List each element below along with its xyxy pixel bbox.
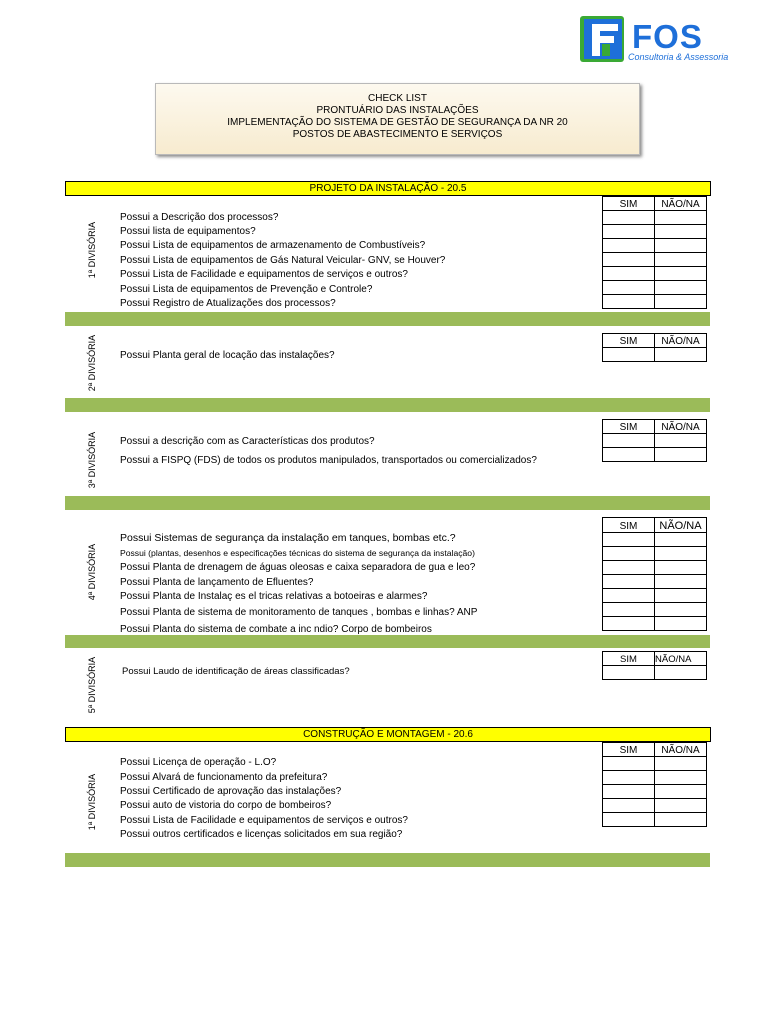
divider-bar xyxy=(65,853,710,867)
question: Possui auto de vistoria do corpo de bombeiros? xyxy=(120,800,332,811)
divisoria-1-label: 1ª DIVISÓRIA xyxy=(87,773,97,831)
sim-header: SIM xyxy=(603,197,655,211)
sim-cell[interactable] xyxy=(603,348,655,362)
question: Possui a FISPQ (FDS) de todos os produtos manipulados, transportados ou comercializados? xyxy=(120,455,537,466)
question: Possui a descrição com as Características dos produtos? xyxy=(120,436,375,447)
question: Possui lista de equipamentos? xyxy=(120,226,256,237)
nao-header: NÃO/NA xyxy=(655,197,707,211)
nao-cell[interactable] xyxy=(655,211,707,225)
sim-cell[interactable] xyxy=(603,267,655,281)
question: Possui Lista de Facilidade e equipamentos de serviços e outros? xyxy=(120,269,408,280)
nao-header: NÃO/NA xyxy=(655,652,707,666)
nao-cell[interactable] xyxy=(655,666,707,680)
sim-cell[interactable] xyxy=(603,448,655,462)
sim-cell[interactable] xyxy=(603,225,655,239)
nao-cell[interactable] xyxy=(655,267,707,281)
sim-cell[interactable] xyxy=(603,434,655,448)
nao-cell[interactable] xyxy=(655,603,707,617)
nao-cell[interactable] xyxy=(655,575,707,589)
sim-cell[interactable] xyxy=(603,211,655,225)
divider-bar xyxy=(65,496,710,510)
section-title-projeto: PROJETO DA INSTALAÇÃO - 20.5 xyxy=(65,181,711,196)
fos-logo-mark-icon xyxy=(578,14,630,66)
sim-cell[interactable] xyxy=(603,281,655,295)
nao-cell[interactable] xyxy=(655,225,707,239)
question: Possui Planta de Instalaç es el tricas relativas a botoeiras e alarmes? xyxy=(120,591,428,602)
sim-cell[interactable] xyxy=(603,617,655,631)
question: Possui Lista de equipamentos de armazenamento de Combustíveis? xyxy=(120,240,426,251)
answer-table-div1 xyxy=(602,196,707,309)
divisoria-4-label: 4ª DIVISÓRIA xyxy=(87,543,97,601)
nao-cell[interactable] xyxy=(655,295,707,309)
section-title-construcao: CONSTRUÇÃO E MONTAGEM - 20.6 xyxy=(65,727,711,742)
sim-cell[interactable] xyxy=(603,253,655,267)
answer-table-div2 xyxy=(602,333,707,362)
sim-cell[interactable] xyxy=(603,666,655,680)
question: Possui Lista de equipamentos de Prevenção e Controle? xyxy=(120,284,373,295)
nao-cell[interactable] xyxy=(655,757,707,771)
divider-bar xyxy=(65,312,710,326)
sim-cell[interactable] xyxy=(603,533,655,547)
sim-cell[interactable] xyxy=(603,295,655,309)
nao-cell[interactable] xyxy=(655,589,707,603)
question: Possui outros certificados e licenças solicitados em sua região? xyxy=(120,829,403,840)
question: Possui Planta de drenagem de águas oleosas e caixa separadora de gua e leo? xyxy=(120,562,476,573)
question: Possui Planta geral de locação das instalações? xyxy=(120,350,335,361)
sim-cell[interactable] xyxy=(603,757,655,771)
question: Possui (plantas, desenhos e especificações técnicas do sistema de segurança da instalação) xyxy=(120,548,475,558)
question: Possui Registro de Atualizações dos processos? xyxy=(120,298,336,309)
question: Possui Laudo de identificação de áreas classificadas? xyxy=(122,666,350,677)
nao-cell[interactable] xyxy=(655,348,707,362)
sim-cell[interactable] xyxy=(603,813,655,827)
question: Possui Planta do sistema de combate a inc ndio? Corpo de bombeiros xyxy=(120,624,432,635)
nao-cell[interactable] xyxy=(655,448,707,462)
question: Possui Lista de equipamentos de Gás Natural Veicular- GNV, se Houver? xyxy=(120,255,446,266)
divisoria-2-label: 2ª DIVISÓRIA xyxy=(87,334,97,392)
question: Possui Planta de sistema de monitoramento de tanques , bombas e linhas? ANP xyxy=(120,607,478,618)
nao-header: NÃO/NA xyxy=(655,743,707,757)
sim-header: SIM xyxy=(603,743,655,757)
answer-table-div4 xyxy=(602,517,707,631)
nao-cell[interactable] xyxy=(655,533,707,547)
sim-cell[interactable] xyxy=(603,771,655,785)
sim-header: SIM xyxy=(603,420,655,434)
header-line-1: CHECK LIST xyxy=(368,93,427,104)
question: Possui Licença de operação - L.O? xyxy=(120,757,277,768)
sim-cell[interactable] xyxy=(603,575,655,589)
answer-table-div3 xyxy=(602,419,707,462)
answer-table-construcao xyxy=(602,742,707,827)
nao-cell[interactable] xyxy=(655,813,707,827)
fos-logo xyxy=(578,14,748,66)
nao-cell[interactable] xyxy=(655,561,707,575)
nao-header: NÃO/NA xyxy=(655,420,707,434)
divisoria-5-label: 5ª DIVISÓRIA xyxy=(87,656,97,714)
divisoria-1-label: 1ª DIVISÓRIA xyxy=(87,221,97,279)
sim-header: SIM xyxy=(603,518,655,533)
nao-cell[interactable] xyxy=(655,434,707,448)
checklist-header xyxy=(155,83,640,155)
nao-cell[interactable] xyxy=(655,547,707,561)
sim-cell[interactable] xyxy=(603,785,655,799)
question: Possui a Descrição dos processos? xyxy=(120,212,279,223)
nao-cell[interactable] xyxy=(655,253,707,267)
sim-header: SIM xyxy=(603,652,655,666)
sim-cell[interactable] xyxy=(603,547,655,561)
nao-cell[interactable] xyxy=(655,617,707,631)
logo-tagline: Consultoria & Assessoria xyxy=(628,52,729,62)
nao-cell[interactable] xyxy=(655,771,707,785)
nao-cell[interactable] xyxy=(655,239,707,253)
nao-header: NÃO/NA xyxy=(655,518,707,533)
question: Possui Planta de lançamento de Efluentes? xyxy=(120,577,314,588)
logo-brand: FOS xyxy=(632,18,703,55)
sim-cell[interactable] xyxy=(603,239,655,253)
divider-bar xyxy=(65,398,710,412)
nao-header: NÃO/NA xyxy=(655,334,707,348)
sim-cell[interactable] xyxy=(603,799,655,813)
question: Possui Sistemas de segurança da instalação em tanques, bombas etc.? xyxy=(120,532,456,544)
divisoria-3-label: 3ª DIVISÓRIA xyxy=(87,431,97,489)
sim-header: SIM xyxy=(603,334,655,348)
answer-table-div5 xyxy=(602,651,707,680)
header-line-4: POSTOS DE ABASTECIMENTO E SERVIÇOS xyxy=(292,129,503,140)
question: Possui Lista de Facilidade e equipamentos de serviços e outros? xyxy=(120,815,408,826)
nao-cell[interactable] xyxy=(655,799,707,813)
header-line-2: PRONTUÁRIO DAS INSTALAÇÕES xyxy=(316,105,479,116)
divider-bar xyxy=(65,635,710,648)
sim-cell[interactable] xyxy=(603,603,655,617)
question: Possui Certificado de aprovação das instalações? xyxy=(120,786,342,797)
nao-cell[interactable] xyxy=(655,281,707,295)
sim-cell[interactable] xyxy=(603,561,655,575)
question: Possui Alvará de funcionamento da prefeitura? xyxy=(120,772,328,783)
header-line-3: IMPLEMENTAÇÃO DO SISTEMA DE GESTÃO DE SEGURANÇA DA NR 20 xyxy=(227,117,568,128)
nao-cell[interactable] xyxy=(655,785,707,799)
sim-cell[interactable] xyxy=(603,589,655,603)
